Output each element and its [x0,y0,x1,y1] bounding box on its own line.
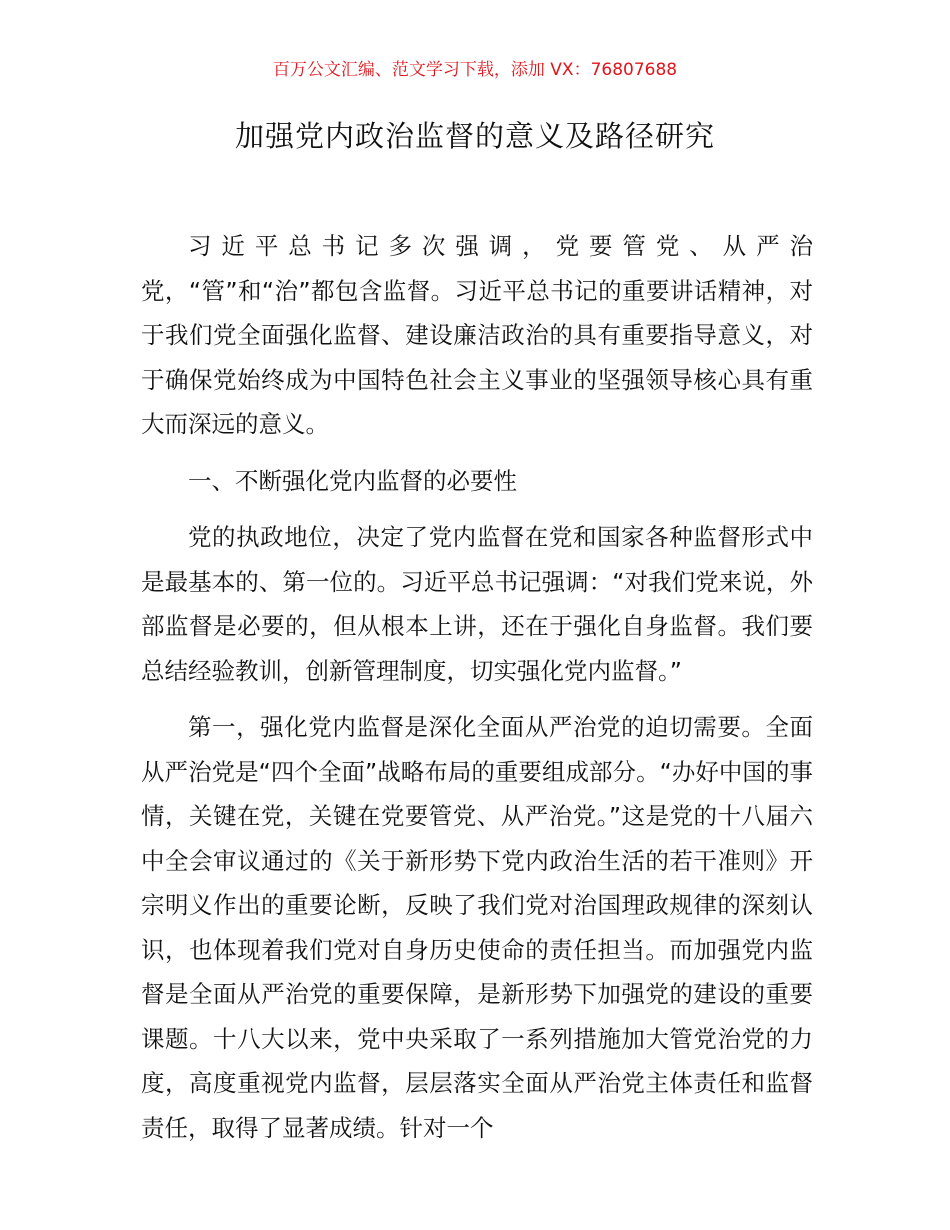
document-body [141,224,813,1162]
document-title: 加强党内政治监督的意义及路径研究 [234,119,715,153]
paragraph-party-supervision: 党的执政地位，决定了党内监督在党和国家各种监督形式中是最基本的、第一位的。习近平总书记强调：“对我们党来说，外部监督是必要的，但从根本上讲，还在于强化自身监督。我们要总结经验教训，创新管理制度，切实强化党内监督。” [141,523,813,685]
section-heading: 一、不断强化党内监督的必要性 [188,466,517,495]
header-promo-text: 百万公文汇编、范文学习下载，添加 VX：76807688 [272,60,678,80]
paragraph-first-point: 第一，强化党内监督是深化全面从严治党的迫切需要。全面从严治党是“四个全面”战略布局的重要组成部分。“办好中国的事情，关键在党，关键在党要管党、从严治党。”这是党的十八届六中全会审议通过的《关于新形势下党内政治生活的若干准则》开宗明义作出的重要论断，反映了我们党对治国理政规律的深刻认识，也体现着我们党对自身历史使命的责任担当。而加强党内监督是全面从严治党的重要保障，是新形势下加强党的建设的重要课题。十八大以来，党中央采取了一系列措施加大管党治党的力度，高度重视党内监督，层层落实全面从严治党主体责任和监督责任，取得了显著成绩。针对一个 [141,713,813,1142]
paragraph-intro: 习近平总书记多次强调，党要管党、从严治党，“管”和“治”都包含监督。习近平总书记的重要讲话精神，对于我们党全面强化监督、建设廉洁政治的具有重要指导意义，对于确保党始终成为中国特色社会主义事业的坚强领导核心具有重大而深远的意义。 [141,232,813,438]
